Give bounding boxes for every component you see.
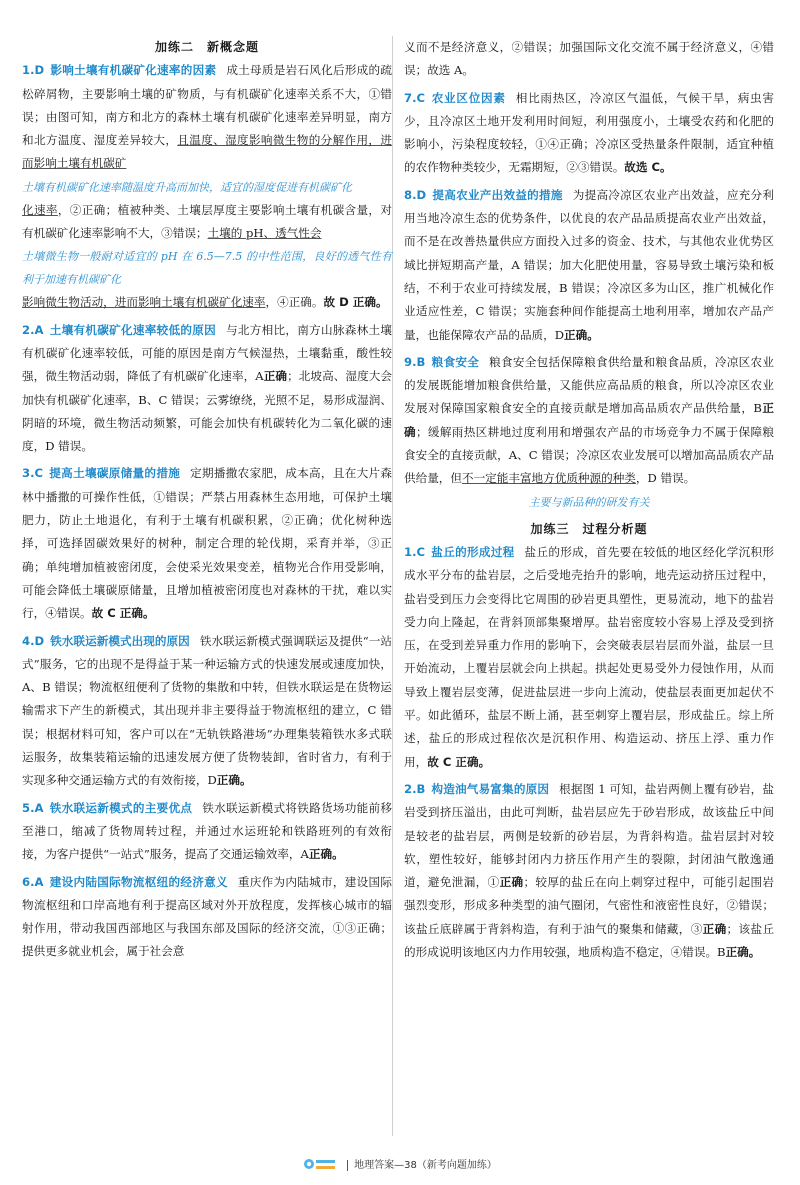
underlined-text: 影响微生物活动，进而影响土壤有机碳矿化速率	[22, 295, 266, 310]
answer-item-p2	[404, 778, 774, 964]
answer-item-2	[22, 319, 392, 459]
answer-number: 1.C	[404, 544, 425, 559]
answer-item-6-continued	[404, 36, 774, 83]
left-column	[22, 36, 392, 968]
answer-item-1	[22, 59, 392, 314]
handwritten-note: 土壤有机碳矿化速率随温度升高而加快，适宜的湿度促进有机碳矿化	[22, 180, 352, 194]
answer-item-9	[404, 351, 774, 514]
publisher-logo-icon	[303, 1156, 337, 1174]
answer-item-p1	[404, 541, 774, 774]
answer-number: 8.D	[404, 187, 427, 202]
answer-text: 义而不是经济意义，②错误；加强国际文化交流不属于经济意义，④错误；故选 A。	[404, 40, 774, 78]
answer-number: 9.B	[404, 354, 426, 369]
column-divider	[392, 36, 393, 1136]
answer-keyword: 盐丘的形成过程	[430, 544, 515, 559]
answer-text: 成土母质是岩石风化后形成的疏松碎屑物，主要影响土壤的矿物质，与有机碳矿化速率关系不大，①错误；由图可知，南方和北方的森林土壤有机碳矿化速率差异明显，南方和北方温度、湿度差异较大，	[22, 63, 392, 148]
answer-number: 2.A	[22, 322, 44, 337]
answer-text: ，④正确。	[265, 295, 324, 310]
answer-item-6	[22, 871, 392, 964]
answer-correct: 正确。	[725, 944, 761, 959]
answer-correct: 正确	[499, 875, 524, 890]
answer-correct: 正确。	[216, 773, 252, 788]
answer-text: ；较厚的盐丘在向上刺穿过程中，可能引起围岩强烈变形，形成多种类型的油气圈闭，气密性和液密性良好，②错误；该盐丘底辟属于背斜构造，有利于油气的聚集和储藏，③	[404, 875, 774, 936]
answer-item-3	[22, 462, 392, 625]
underlined-text: 化速率	[22, 202, 58, 217]
answer-number: 5.A	[22, 800, 44, 815]
answer-keyword: 铁水联运新模式出现的原因	[50, 633, 190, 648]
answer-keyword: 土壤有机碳矿化速率较低的原因	[49, 322, 216, 337]
page-label: 地理答案—38（新考向题加练）	[354, 1160, 497, 1171]
answer-text: 根据图 1 可知，盐岩两侧上覆有砂岩，盐岩受到挤压溢出，由此可判断，盐岩层应先于砂岩形成，故该盐丘中间是较老的盐岩层，两侧是较新的砂岩层，为背斜构造。盐岩层封对较软，塑性较好，能够封闭内力挤压作用产生的裂隙，封闭油气散逸通道，避免泄漏，①	[404, 781, 774, 890]
answer-keyword: 铁水联运新模式的主要优点	[49, 800, 193, 815]
answer-number: 1.D	[22, 63, 45, 78]
handwritten-note: 主要与新品种的研发有关	[528, 495, 650, 509]
answer-keyword: 影响土壤有机碳矿化速率的因素	[50, 63, 217, 78]
answer-conclusion: 故 C 正确。	[91, 606, 155, 621]
answer-number: 2.B	[404, 781, 426, 796]
answer-number: 7.C	[404, 90, 425, 105]
answer-number: 6.A	[22, 874, 44, 889]
answer-item-5	[22, 797, 392, 867]
answer-keyword: 农业区位因素	[430, 90, 506, 105]
answer-number: 3.C	[22, 466, 43, 481]
answer-text: ；缓解雨热区耕地过度利用和增强农产品的市场竞争力不属于保障粮食安全的直接贡献，A、C 错误；冷凉区农业发展可以增加高品质农产品供给量，但	[404, 424, 774, 486]
answer-correct: 正确	[702, 921, 727, 936]
answer-keyword: 构造油气易富集的原因	[431, 781, 550, 796]
answer-text: ；北坡高、湿度大会加快有机碳矿化速率，B、C 错误；云雾缭绕，光照不足，易形成湿润、阴暗的环境，微生物活动频繁，可能会加快有机碳转化为二氧化碳的速度，D 错误。	[22, 369, 392, 454]
answer-number: 4.D	[22, 633, 45, 648]
answer-keyword: 粮食安全	[431, 354, 480, 369]
answer-text: 粮食安全包括保障粮食供给量和粮食品质，冷凉区农业的发展既能增加粮食供给量，又能供应高品质的粮食，所以冷凉区农业发展对保障国家粮食安全的直接贡献是增加高品质农产品供给量，B	[404, 354, 774, 416]
right-column	[404, 36, 774, 968]
answer-text: 为提高冷凉区农业产出效益，应充分利用当地冷凉生态的优势条件，以优良的农产品品质提高农业产出效益，而不是在改善热量供应方面投入过多的资金、技术，与其他农业优势区域比拼短期高产量，A 错误；加大化肥使用量，容易导致土壤污染和板结，不利于农业可持续发展，B 错误；冷凉区多为山区，推广机械化作业适应性差，C 错误；实施套种间作能提高土地利用率，增加农产品产量，也能保障农产品的品质，D	[404, 187, 774, 342]
answer-text: 盐丘的形成，首先要在较低的地区经化学沉积形成水平分布的盐岩层，之后受地壳抬升的影响，地壳运动挤压过程中，盐岩受到压力会变得比它周围的砂岩更具塑性，更易流动，地下的盐岩受力向上隆起，在背斜顶部集聚增厚。盐岩密度较小容易上浮及受到挤压，在受到差异重力作用的影响下，会突破表层岩层而外溢，盐层一旦开始流动，上覆岩层就会向上拱起。拱起处更易受外力侵蚀作用，从而导致上覆岩层变薄，促进盐层进一步向上流动，使盐层表面更加起伏不平。如此循环，盐层不断上涌，甚至刺穿上覆岩层，形成盐丘。综上所述，盐丘的形成过程依次是沉积作用、构造运动、挤压上浮、重力作用，	[404, 544, 774, 769]
answer-text: ，②正确；植被种类、土壤层厚度主要影响土壤有机碳含量，对有机碳矿化速率影响不大，③错误；	[22, 202, 392, 241]
answer-conclusion: 故选 C。	[624, 160, 672, 175]
answer-keyword: 提高农业产出效益的措施	[432, 187, 563, 202]
answer-correct: 正确。	[308, 847, 344, 862]
answer-conclusion: 故 D 正确。	[323, 295, 388, 310]
underlined-text: 且温度、湿度影响微生物的分解作用，进而影响土壤有机碳矿	[22, 133, 392, 171]
section-title-new-concept: 加练二 新概念题	[154, 40, 259, 54]
answer-text: ，D 错误。	[635, 471, 696, 486]
answer-keyword: 建设内陆国际物流枢纽的经济意义	[49, 874, 228, 889]
answer-text: 铁水联运新模式强调联运及提供“一站式”服务，它的出现不是得益于某一种运输方式的快速发展或速度加快，A、B 错误；物流枢纽便利了货物的集散和中转，但铁水联运是在货物运输需求下产生的新模式，其出现并非主要得益于物流枢纽的建立，C 错误；根据材料可知，客户可以在“无轨铁路港场”办理集装箱铁水多式联运服务，故集装箱运输的迅速发展方便了货物装卸，省时省力，有利于实现多种交通运输方式的有效衔接，D	[22, 633, 392, 788]
answer-item-4	[22, 630, 392, 793]
answer-text: 定期播撒农家肥，成本高，且在大片森林中播撒的可操作性低，①错误；严禁占用森林生态用地，可保护土壤肥力，防止土地退化，有利于土壤有机碳积累，②正确；优化树种选择，可选择固碳效果好的树种，制定合理的轮伐期，采育并举，③正确；单纯增加植被密闭度，会使采光效果变差，植物光合作用受影响，可能会降低土壤碳原储量，且增加植被密闭度也对森林的干扰，难以实行，④错误。	[22, 466, 392, 621]
answer-item-8	[404, 184, 774, 347]
answer-conclusion: 故 C 正确。	[427, 754, 491, 769]
answer-text: 铁水联运新模式将铁路货场功能前移至港口，缩减了货物周转过程，并通过水运班轮和铁路班列的有效衔接，为客户提供“一站式”服务，提高了交通运输效率，A	[22, 800, 392, 862]
section-title-process-analysis: 加练三 过程分析题	[530, 521, 648, 536]
answer-text: ；该盐丘的形成说明该地区内力作用较强，地质构造不稳定，④错误。B	[404, 921, 774, 959]
answer-text: 与北方相比，南方山脉森林土壤有机碳矿化速率较低，可能的原因是南方气候湿热，土壤黏重，酸性较强，微生物活动弱，降低了有机碳矿化速率，A	[22, 322, 392, 384]
page-footer	[0, 1156, 800, 1174]
underlined-text: 不一定能丰富地方优质种源的种类	[461, 471, 636, 486]
answer-correct: 正确。	[564, 327, 599, 342]
underlined-text: 土壤的 pH、透气性会	[207, 226, 322, 241]
answer-text: 相比雨热区，冷凉区气温低，气候干旱，病虫害少，且冷凉区土地开发利用时间短，利用强度小，土壤受农药和化肥的影响小，污染程度较轻，①④正确；冷凉区受热量条件限制，适宜种植的农作物种类较少，无霜期短，②③错误。	[404, 90, 774, 175]
answer-keyword: 提高土壤碳原储量的措施	[48, 466, 181, 481]
answer-correct: 正确	[263, 369, 288, 384]
footer-separator	[347, 1160, 348, 1171]
handwritten-note: 土壤微生物一般耐对适宜的 pH 在 6.5—7.5 的中性范围，良好的透气性有利于加速有机碳矿化	[22, 250, 392, 287]
answer-item-7	[404, 87, 774, 180]
answer-correct: 正确	[404, 401, 774, 439]
answer-text: 重庆作为内陆城市，建设国际物流枢纽和口岸高地有利于提高区域对外开放程度，发挥核心城市的辐射作用，带动我国西部地区与我国东部及国际的经济交流，①③正确；提供更多就业机会，属于社会意	[22, 874, 392, 959]
